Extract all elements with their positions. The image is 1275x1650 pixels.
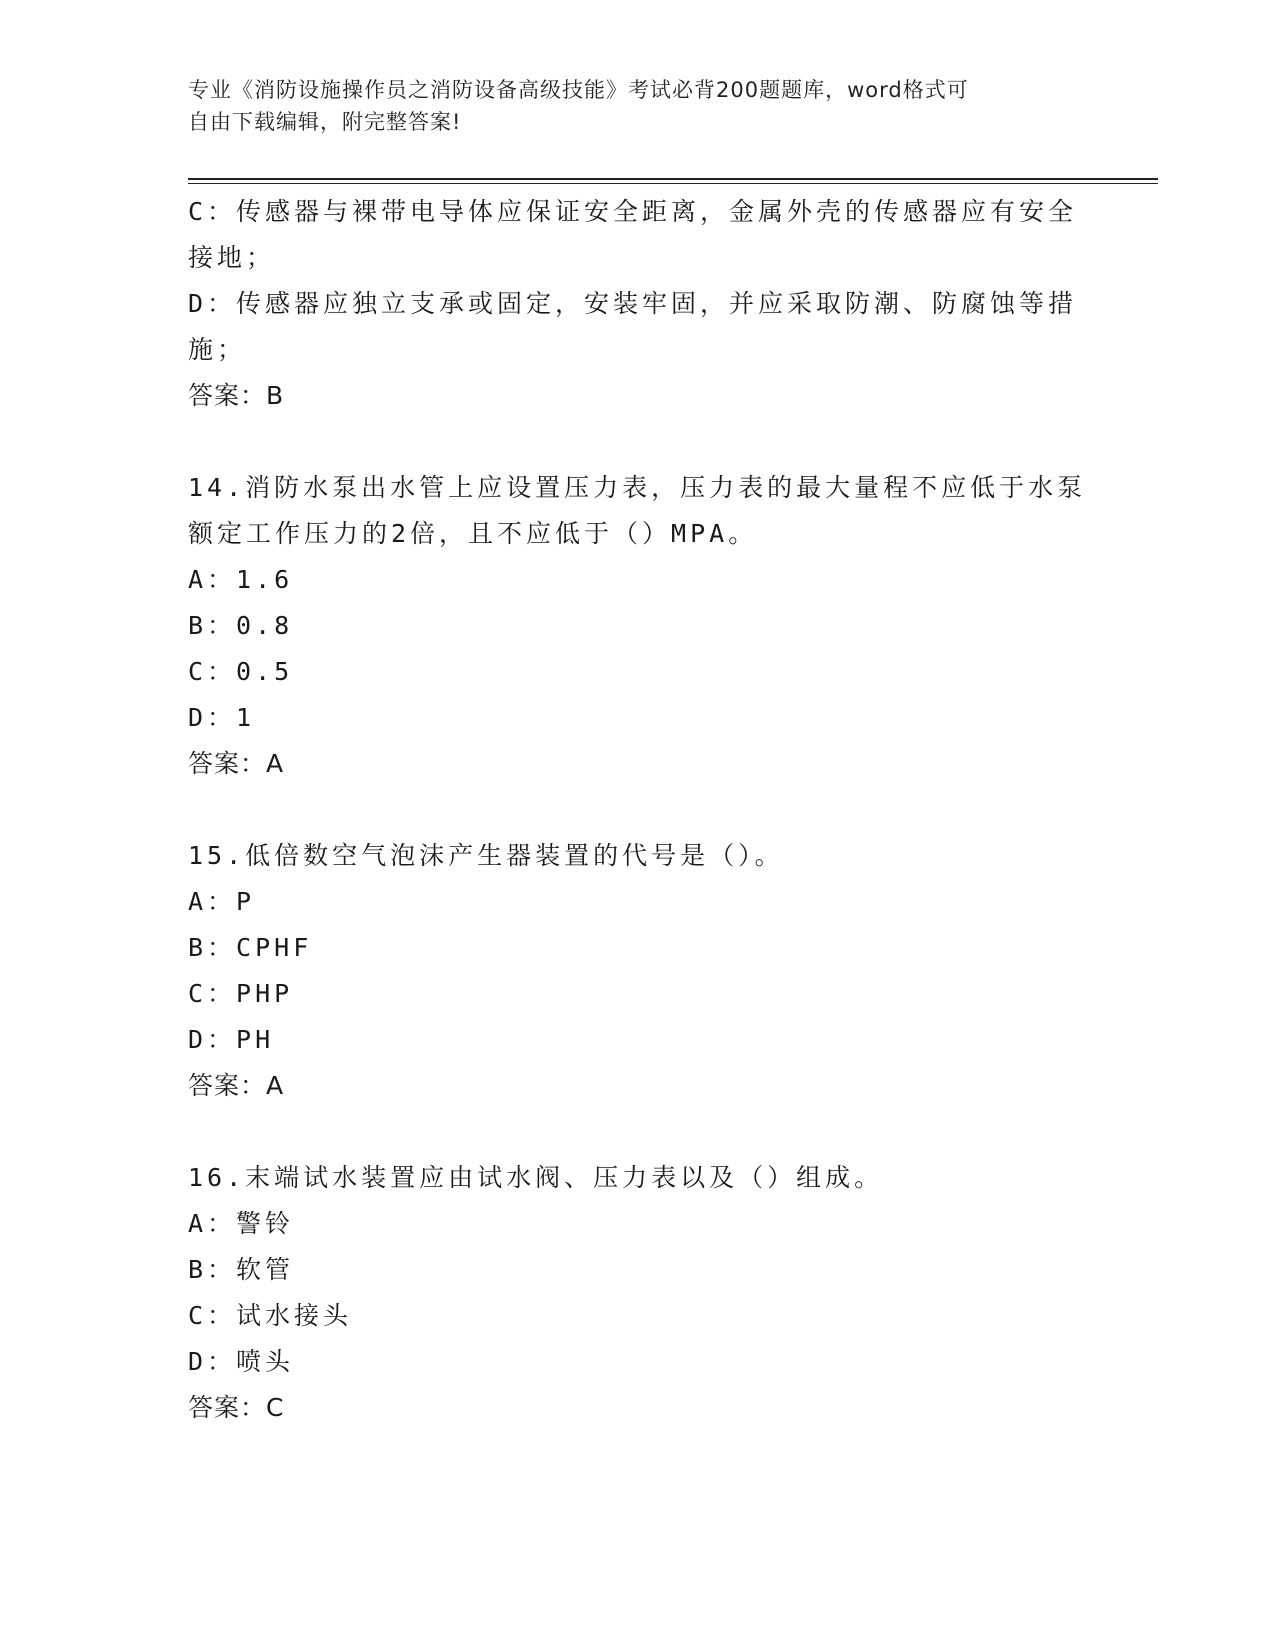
header-line-1: 专业《消防设施操作员之消防设备高级技能》考试必背200题题库，word格式可	[188, 78, 969, 102]
question-14-option-d: D：1	[188, 703, 256, 732]
spacer	[188, 787, 1078, 833]
question-14-stem-line-1: 14.消防水泵出水管上应设置压力表，压力表的最大量程不应低于水泵	[188, 473, 1087, 502]
header-line-2: 自由下载编辑，附完整答案!	[188, 110, 462, 134]
option-d-line-1: D：传感器应独立支承或固定，安装牢固，并应采取防潮、防腐蚀等措	[188, 289, 1078, 318]
question-14-stem-line-2: 额定工作压力的2倍，且不应低于（）MPA。	[188, 519, 758, 548]
question-16-option-d: D：喷头	[188, 1347, 295, 1376]
option-d-line-2: 施；	[188, 335, 247, 364]
question-13-continued	[188, 189, 1078, 419]
option-c-line-1: C：传感器与裸带电导体应保证安全距离，金属外壳的传感器应有安全	[188, 197, 1078, 226]
question-16-option-c: C：试水接头	[188, 1301, 353, 1330]
question-content	[188, 189, 1087, 1431]
answer-14: 答案：A	[188, 749, 285, 778]
question-15-option-c: C：PHP	[188, 979, 294, 1008]
question-15-stem: 15.低倍数空气泡沫产生器装置的代号是（）。	[188, 841, 784, 870]
question-15	[188, 833, 1078, 1109]
question-14-option-b: B：0.8	[188, 611, 294, 640]
question-16	[188, 1155, 1078, 1431]
question-14-option-c: C：0.5	[188, 657, 294, 686]
question-16-option-a: A：警铃	[188, 1209, 295, 1238]
header-rule-thin	[188, 183, 1158, 184]
answer-15: 答案：A	[188, 1071, 285, 1100]
question-15-option-d: D：PH	[188, 1025, 275, 1054]
answer-13: 答案：B	[188, 381, 285, 410]
spacer	[188, 1109, 1078, 1155]
spacer	[188, 419, 1078, 465]
question-14-option-a: A：1.6	[188, 565, 294, 594]
answer-16: 答案：C	[188, 1393, 285, 1422]
question-15-option-a: A：P	[188, 887, 256, 916]
header-rule-thick	[188, 178, 1158, 180]
question-15-option-b: B：CPHF	[188, 933, 313, 962]
question-16-stem: 16.末端试水装置应由试水阀、压力表以及（）组成。	[188, 1163, 884, 1192]
option-c-line-2: 接地；	[188, 243, 276, 272]
question-16-option-b: B：软管	[188, 1255, 295, 1284]
question-14	[188, 465, 1087, 787]
page-header	[188, 74, 1068, 138]
